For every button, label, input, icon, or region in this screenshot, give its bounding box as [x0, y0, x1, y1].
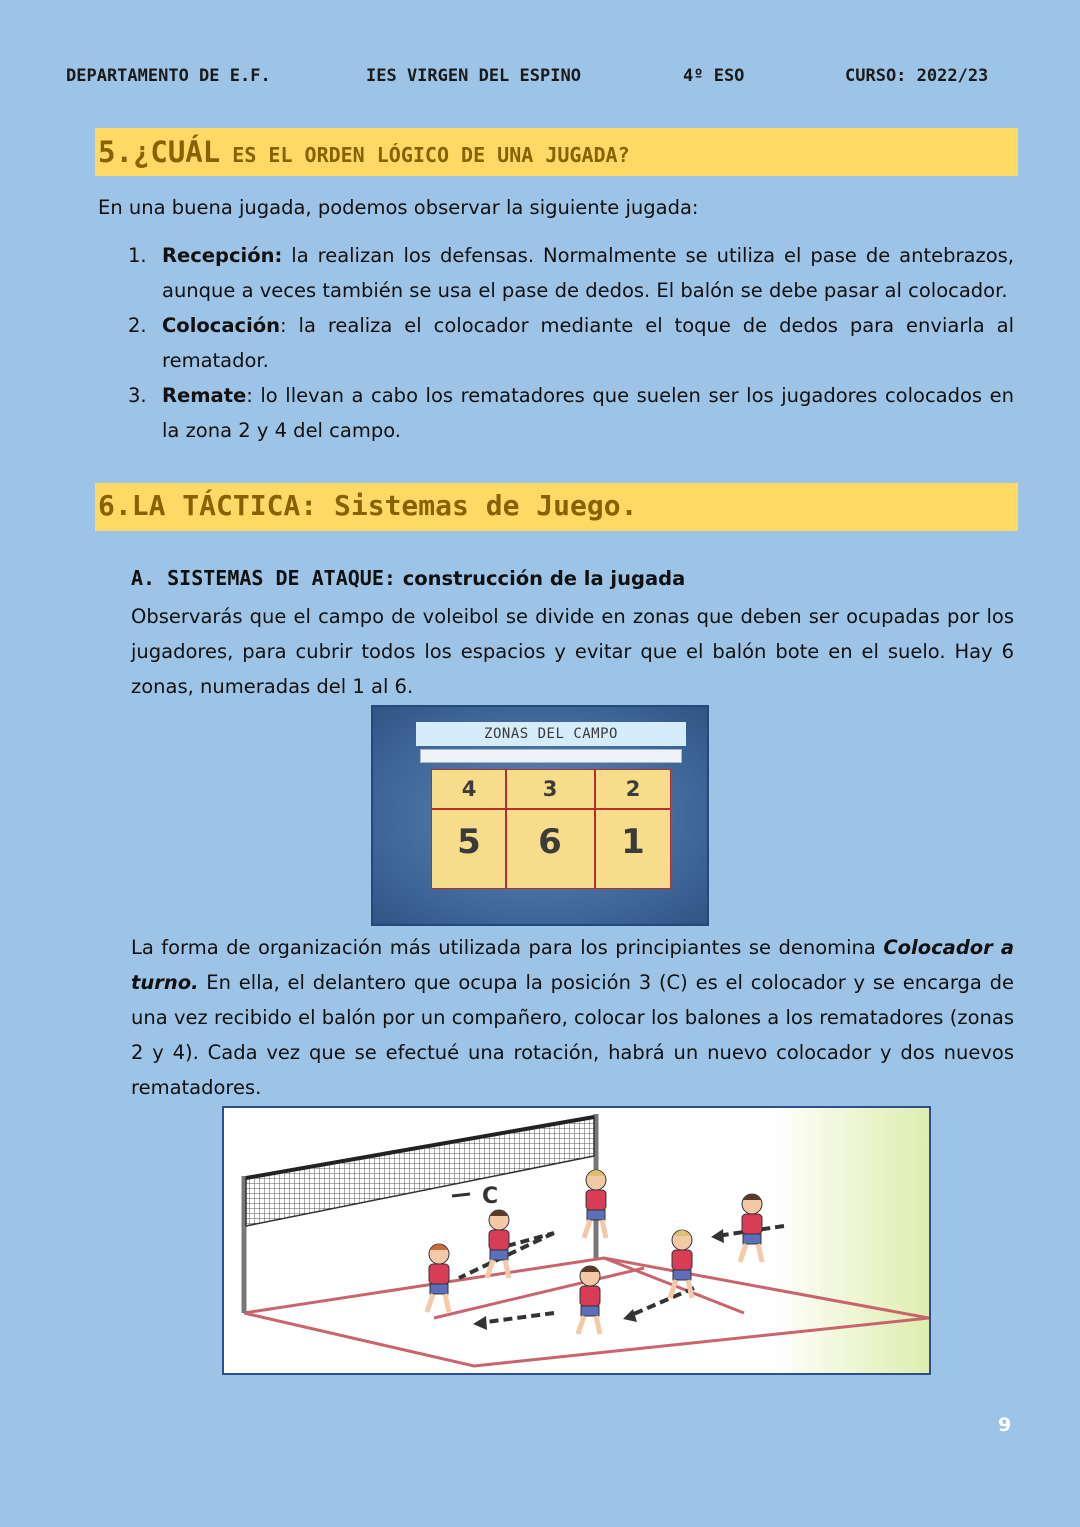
zone-5: 5 — [457, 822, 481, 862]
list-item-text: : lo llevan a cabo los rematadores que suelen ser los jugadores colocados en la zona 2 y 4 del campo. — [162, 384, 1014, 442]
setter-paragraph — [131, 930, 1014, 1105]
subsection-a-label: A. SISTEMAS DE ATAQUE: — [131, 566, 396, 590]
header-school: IES VIRGEN DEL ESPINO — [366, 66, 581, 86]
list-item-term: Recepción: — [162, 244, 283, 267]
list-item-term: Remate — [162, 384, 247, 407]
player-front-left — [487, 1210, 509, 1278]
subsection-a-rest: construcción de la jugada — [395, 567, 686, 590]
court-zones-figure — [371, 705, 709, 926]
section-5-title — [95, 128, 1018, 176]
court-illustration — [222, 1106, 931, 1375]
player-left — [427, 1244, 449, 1312]
list-item-text: : la realiza el colocador mediante el toque de dedos para enviarla al rematador. — [162, 314, 1014, 372]
page-header — [66, 66, 1006, 90]
page-number: 9 — [998, 1414, 1012, 1436]
subsection-a-heading — [131, 566, 1011, 590]
list-item-text: la realizan los defensas. Normalmente se utiliza el pase de antebrazos, aunque a veces también se usa el pase de dedos. El balón se debe pasar al colocador. — [162, 244, 1014, 302]
setter-paragraph-b: En ella, el delantero que ocupa la posición 3 (C) es el colocador y se encarga de una vez recibido el balón por un compañero, colocar los balones a los rematadores (zonas 2 y 4). Cada vez que se efectué una rotación, habrá un nuevo colocador y dos nuevos rematadores. — [131, 971, 1014, 1099]
zone-1: 1 — [621, 822, 645, 862]
player-back-right — [740, 1194, 762, 1262]
header-year: CURSO: 2022/23 — [845, 66, 989, 86]
zone-4: 4 — [461, 777, 477, 801]
section-5-intro: En una buena jugada, podemos observar la siguiente jugada: — [98, 196, 699, 219]
list-item — [128, 308, 1014, 378]
volleyball-net — [244, 1114, 596, 1313]
list-item-number: 3. — [128, 384, 147, 407]
zone-6: 6 — [538, 822, 562, 862]
zones-grid — [431, 769, 671, 889]
zones-figure-title: ZONAS DEL CAMPO — [416, 722, 686, 746]
play-order-list — [128, 238, 1014, 448]
section-5-title-big: ¿CUÁL — [132, 135, 221, 169]
section-5-title-rest: ES EL ORDEN LÓGICO DE UNA JUGADA? — [220, 143, 630, 167]
header-department: DEPARTAMENTO DE E.F. — [66, 66, 271, 86]
section-6-title: 6.LA TÁCTICA: Sistemas de Juego. — [95, 483, 1018, 531]
section-5-number: 5. — [98, 135, 133, 169]
zone-2: 2 — [625, 777, 641, 801]
setter-paragraph-a: La forma de organización más utilizada para los principiantes se denomina — [131, 936, 884, 959]
setter-paragraph-emphasis: Colocador a turno. — [131, 936, 1014, 994]
list-item — [128, 378, 1014, 448]
court-illustration-svg — [224, 1108, 929, 1373]
zone-3: 3 — [542, 777, 558, 801]
setter-label — [452, 1184, 498, 1209]
header-course: 4º ESO — [683, 66, 745, 86]
player-center-back — [578, 1266, 600, 1334]
list-item-term: Colocación — [162, 314, 281, 337]
setter-label-text: C — [482, 1184, 499, 1209]
list-item-number: 2. — [128, 314, 147, 337]
list-item — [128, 238, 1014, 308]
zones-net — [420, 749, 682, 763]
list-item-number: 1. — [128, 244, 147, 267]
zones-paragraph: Observarás que el campo de voleibol se divide en zonas que deben ser ocupadas por los jugadores, para cubrir todos los espacios y evitar que el balón bote en el suelo. Hay 6 zonas, numeradas del 1 al 6. — [131, 605, 1014, 698]
